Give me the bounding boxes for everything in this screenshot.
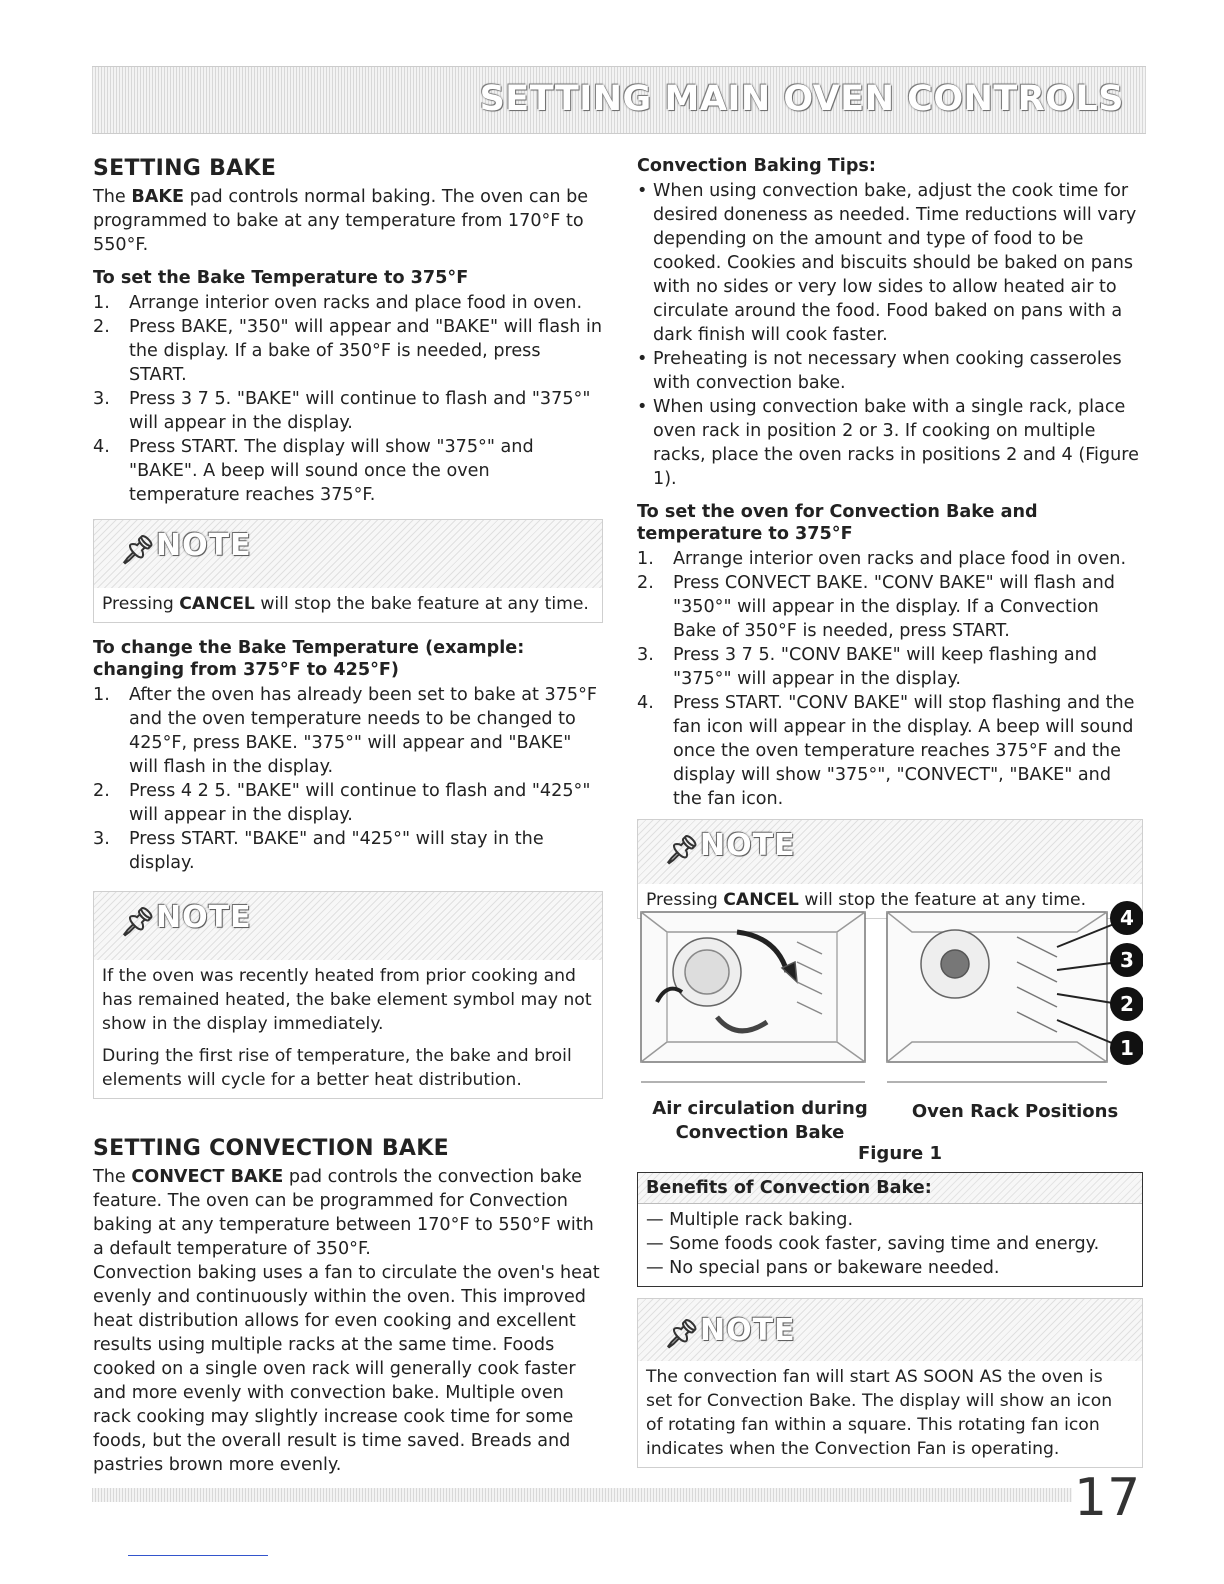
list-item: 2. Press CONVECT BAKE. "CONV BAKE" will flash and "350°" will appear in the display. If a Convection Bake of 350°F is needed, press START.	[637, 573, 1115, 641]
list-item: 4. Press START. "CONV BAKE" will stop flashing and the fan icon will appear in the display. A beep will sound once the oven temperature reaches 375°F and the display will show "375°", "CONVECT", "BAKE" and the fan icon.	[637, 693, 1135, 809]
svg-text:3: 3	[1120, 948, 1134, 972]
figure-1	[637, 892, 1143, 1092]
page-title: SETTING MAIN OVEN CONTROLS	[479, 79, 1124, 119]
bake-change-heading: To change the Bake Temperature (example: changing from 375°F to 425°F)	[93, 638, 525, 680]
list-item: 4. Press START. The display will show "375°" and "BAKE". A beep will sound once the oven temperature reaches 375°F.	[93, 437, 534, 505]
divider	[128, 1555, 268, 1556]
convection-set-steps	[637, 547, 1143, 811]
pushpin-icon: 📌︎	[664, 1317, 700, 1350]
header-banner	[92, 66, 1146, 134]
note-text: If the oven was recently heated from prior cooking and has remained heated, the bake element symbol may not show in the display immediately. During the first rise of temperature, the bake and broil elements will cycle for a better heat distribution.	[102, 966, 592, 1090]
list-item: 3. Press START. "BAKE" and "425°" will stay in the display.	[93, 829, 544, 873]
list-item: 1. After the oven has already been set to bake at 375°F and the oven temperature needs to be changed to 425°F, press BAKE. "375°" will appear and "BAKE" will flash in the display.	[93, 685, 598, 777]
convection-body: Convection baking uses a fan to circulate the oven's heat evenly and continuously within the oven. This improved heat distribution allows for even cooking and excellent results using multiple racks at the same time. Foods cooked on a single oven rack will generally cook faster and more evenly with convection bake. Multiple oven rack cooking may slightly increase cook time for some foods, but the overall result is time saved. Breads and pastries brown more evenly.	[93, 1263, 600, 1475]
rack-badge-1	[1110, 1031, 1143, 1065]
note-box-element-symbol	[93, 891, 603, 1099]
air-circulation-diagram	[641, 912, 865, 1082]
note-text: Pressing CANCEL will stop the feature at any time.	[646, 890, 1087, 910]
oven-diagrams	[637, 892, 1143, 1092]
list-item: 1. Arrange interior oven racks and place food in oven.	[637, 549, 1127, 569]
list-item: 3. Press 3 7 5. "BAKE" will continue to flash and "375°" will appear in the display.	[93, 389, 591, 433]
rack-positions-diagram	[887, 912, 1119, 1082]
bake-set-heading: To set the Bake Temperature to 375°F	[93, 268, 469, 288]
svg-text:1: 1	[1120, 1036, 1134, 1060]
note-label: NOTE	[700, 1313, 796, 1348]
bake-change-steps	[93, 683, 603, 875]
note-box-cancel-bake	[93, 519, 603, 623]
note-label: NOTE	[156, 528, 252, 563]
figure-caption-right: Oven Rack Positions	[911, 1101, 1119, 1122]
list-item: • When using convection bake with a single rack, place oven rack in position 2 or 3. If cooking on multiple racks, place the oven racks in positions 2 and 4 (Figure 1).	[637, 395, 1143, 491]
footer-bar	[92, 1488, 1072, 1502]
note-label: NOTE	[156, 900, 252, 935]
figure-caption-left: Air circulation during Convection Bake	[652, 1098, 868, 1143]
bake-section-title: SETTING BAKE	[93, 156, 277, 181]
left-column	[93, 155, 603, 1477]
note-box-convection-fan	[637, 1298, 1143, 1468]
page-number: 17	[1074, 1468, 1141, 1528]
rack-badge-3	[1110, 943, 1143, 977]
tips-heading: Convection Baking Tips:	[637, 156, 876, 176]
list-item: 2. Press BAKE, "350" will appear and "BAKE" will flash in the display. If a bake of 350°F is needed, press START.	[93, 317, 603, 385]
bake-set-steps	[93, 291, 603, 507]
note-label: NOTE	[700, 828, 796, 863]
list-item: — No special pans or bakeware needed.	[646, 1258, 1000, 1278]
list-item: • Preheating is not necessary when cooking casseroles with convection bake.	[637, 347, 1143, 395]
list-item: — Some foods cook faster, saving time and energy.	[646, 1234, 1100, 1254]
list-item: — Multiple rack baking.	[646, 1210, 854, 1230]
note-text: The convection fan will start AS SOON AS the oven is set for Convection Bake. The display will show an icon of rotating fan within a square. This rotating fan icon indicates when the Convection Fan is operating.	[646, 1367, 1113, 1459]
pushpin-icon: 📌︎	[120, 905, 156, 938]
convection-set-heading: To set the oven for Convection Bake and temperature to 375°F	[637, 502, 1038, 544]
list-item: 3. Press 3 7 5. "CONV BAKE" will keep flashing and "375°" will appear in the display.	[637, 645, 1098, 689]
rack-badge-4	[1110, 901, 1143, 935]
tips-list	[637, 179, 1143, 491]
pushpin-icon: 📌︎	[120, 533, 156, 566]
list-item: 2. Press 4 2 5. "BAKE" will continue to flash and "425°" will appear in the display.	[93, 781, 591, 825]
svg-text:2: 2	[1120, 992, 1134, 1016]
svg-text:4: 4	[1120, 906, 1134, 930]
convection-intro: The CONVECT BAKE pad controls the convection bake feature. The oven can be programmed for Convection baking at any temperature between 170°F to 550°F with a default temperature of 350°F.	[93, 1167, 594, 1259]
benefits-box	[637, 1172, 1143, 1287]
note-text: Pressing CANCEL will stop the bake feature at any time.	[102, 594, 589, 614]
convection-section-title: SETTING CONVECTION BAKE	[93, 1136, 449, 1161]
list-item: • When using convection bake, adjust the cook time for desired doneness as needed. Time reductions will vary depending on the amount and type of food to be cooked. Cookies and biscuits should be baked on pans with no sides or very low sides to allow heated air to circulate around the food. Food baked on pans with a dark finish will cook faster.	[637, 179, 1143, 347]
list-item: 1. Arrange interior oven racks and place food in oven.	[93, 293, 583, 313]
bake-intro: The BAKE pad controls normal baking. The oven can be programmed to bake at any temperature from 170°F to 550°F.	[93, 187, 589, 255]
benefits-heading: Benefits of Convection Bake:	[638, 1173, 1142, 1204]
pushpin-icon: 📌︎	[664, 833, 700, 866]
right-column	[637, 155, 1143, 919]
figure-caption: Figure 1	[857, 1143, 943, 1164]
rack-badge-2	[1110, 987, 1143, 1021]
